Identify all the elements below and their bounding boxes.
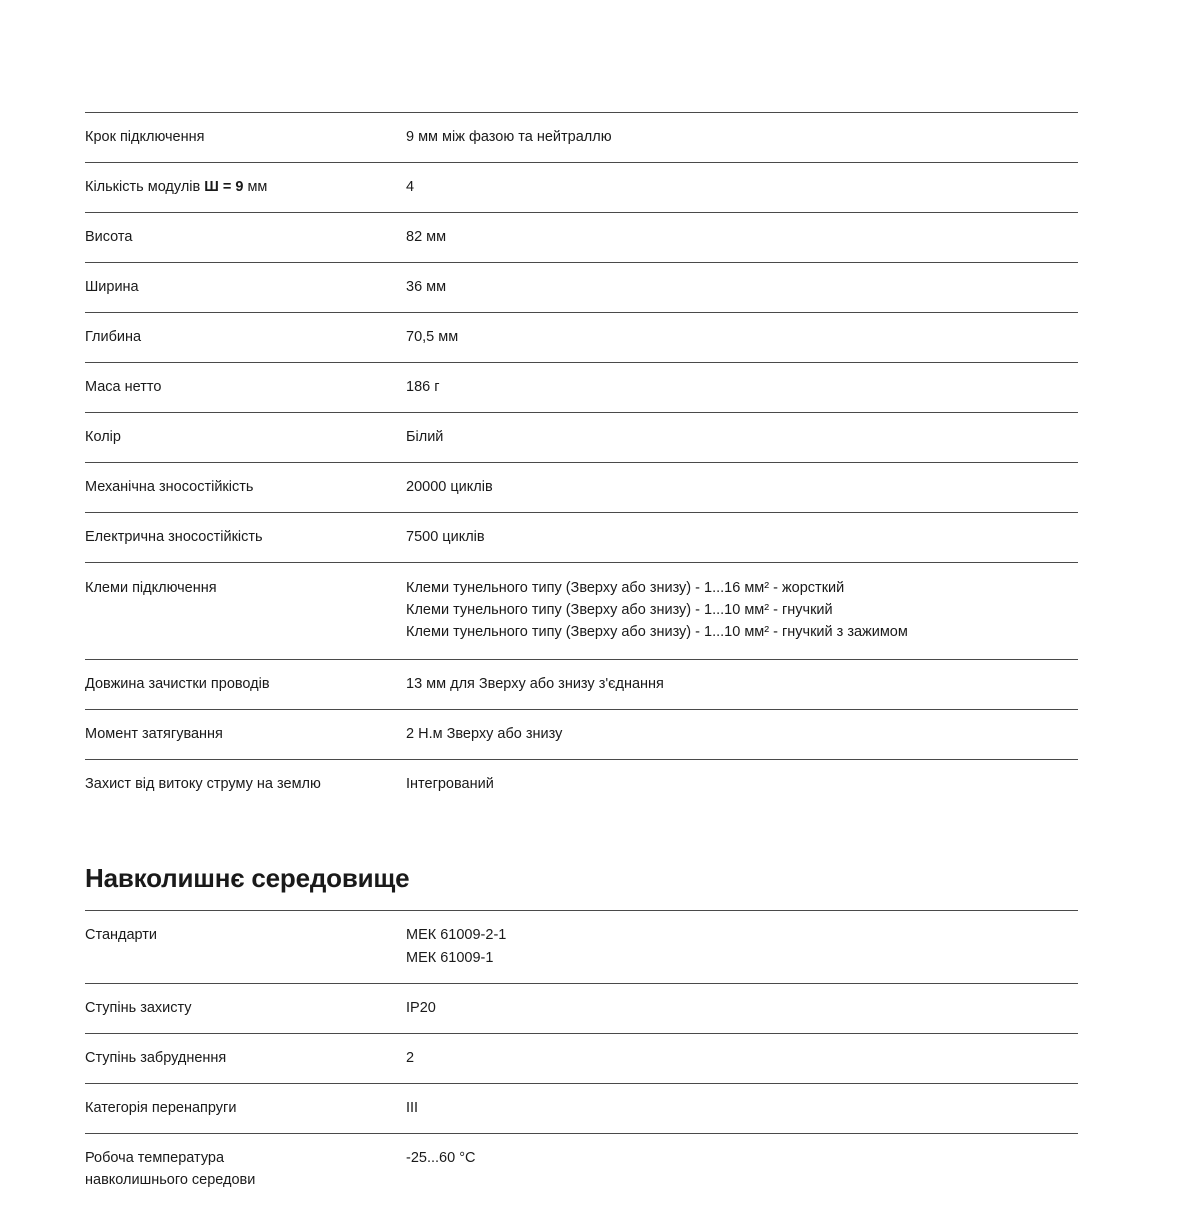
row-value [404,413,1078,463]
row-label: Категорія перенапруги [85,1099,237,1116]
row-label: Момент затягування [85,726,223,743]
row-value [404,911,1078,983]
row-value-line: 7500 циклів [406,529,485,546]
row-label [85,163,404,213]
row-value-line: Клеми тунельного типу (Зверху або знизу) - 1...10 мм² - гнучкий [406,602,833,619]
row-label: Довжина зачистки проводів [85,676,270,693]
row-label: Ступінь забруднення [85,1049,227,1066]
row-value [404,1133,1078,1205]
row-label: Глибина [85,329,142,346]
row-value [404,113,1078,163]
table-row [85,1083,1078,1133]
row-value [404,463,1078,513]
row-value [404,1083,1078,1133]
row-value-line: Інтегрований [406,776,494,793]
table-row [85,1133,1078,1205]
row-value-line: 2 [406,1049,415,1066]
row-label: Механічна зносостійкість [85,479,254,496]
table-row [85,911,1078,983]
row-value-line: 9 мм між фазою та нейтраллю [406,129,612,145]
row-label: Стандарти [85,927,158,944]
row-label-line: Робоча температура [85,1149,225,1166]
row-value-line: IP20 [406,999,436,1016]
row-label: Електрична зносостійкість [85,529,263,546]
row-value-line: МЕК 61009-2-1 [406,927,507,944]
row-value-line: 13 мм для Зверху або знизу з'єднання [406,676,664,693]
row-label: Колір [85,429,121,446]
table-row [85,413,1078,463]
row-label-emphasis: Ш = 9 [204,179,244,196]
row-value-line: III [406,1099,419,1116]
row-label [85,1133,404,1205]
row-value [404,513,1078,563]
table-row [85,563,1078,660]
spec-table-physical [85,112,1078,809]
row-value [404,983,1078,1033]
table-row [85,363,1078,413]
row-value-line: 4 [406,179,415,196]
row-value-line: 36 мм [406,279,447,296]
spec-table-environment [85,910,1078,1204]
table-row [85,1033,1078,1083]
table-row [85,660,1078,710]
table-row [85,263,1078,313]
row-value [404,660,1078,710]
row-label: Клеми підключення [85,580,217,597]
table-row [85,163,1078,213]
row-value [404,263,1078,313]
row-value [404,213,1078,263]
table-row [85,463,1078,513]
row-value [404,710,1078,760]
row-value [404,760,1078,810]
row-value-line: Клеми тунельного типу (Зверху або знизу) - 1...16 мм² - жорсткий [406,580,845,597]
row-value [404,563,1078,660]
row-label: Маса нетто [85,379,162,396]
row-value-line: -25...60 °C [406,1149,476,1166]
row-value-line: Білий [406,429,444,446]
table-row [85,983,1078,1033]
row-value-line: 20000 циклів [406,479,493,496]
row-value-line: МЕК 61009-1 [406,949,494,966]
table-row [85,710,1078,760]
table-row [85,213,1078,263]
table-row [85,113,1078,163]
row-value [404,163,1078,213]
row-label: Захист від витоку струму на землю [85,776,321,793]
row-value-line: 70,5 мм [406,329,459,346]
row-value-line: 2 Н.м Зверху або знизу [406,726,563,743]
row-value-line: Клеми тунельного типу (Зверху або знизу) - 1...10 мм² - гнучкий з зажимом [406,624,908,641]
section-title-environment: Навколишнє середовище [85,863,410,894]
row-label: Ступінь захисту [85,999,192,1016]
row-label-line: навколишнього середови [85,1171,256,1188]
row-value [404,313,1078,363]
row-value [404,363,1078,413]
row-value [404,1033,1078,1083]
row-label: Висота [85,229,133,246]
row-label: Ширина [85,279,139,296]
row-label-text: Кількість модулів Ш = 9 мм [85,179,268,196]
table-row [85,760,1078,810]
row-value-line: 82 мм [406,229,447,246]
row-label: Крок підключення [85,129,205,145]
row-value-line: 186 г [406,379,440,396]
table-row [85,513,1078,563]
table-row [85,313,1078,363]
